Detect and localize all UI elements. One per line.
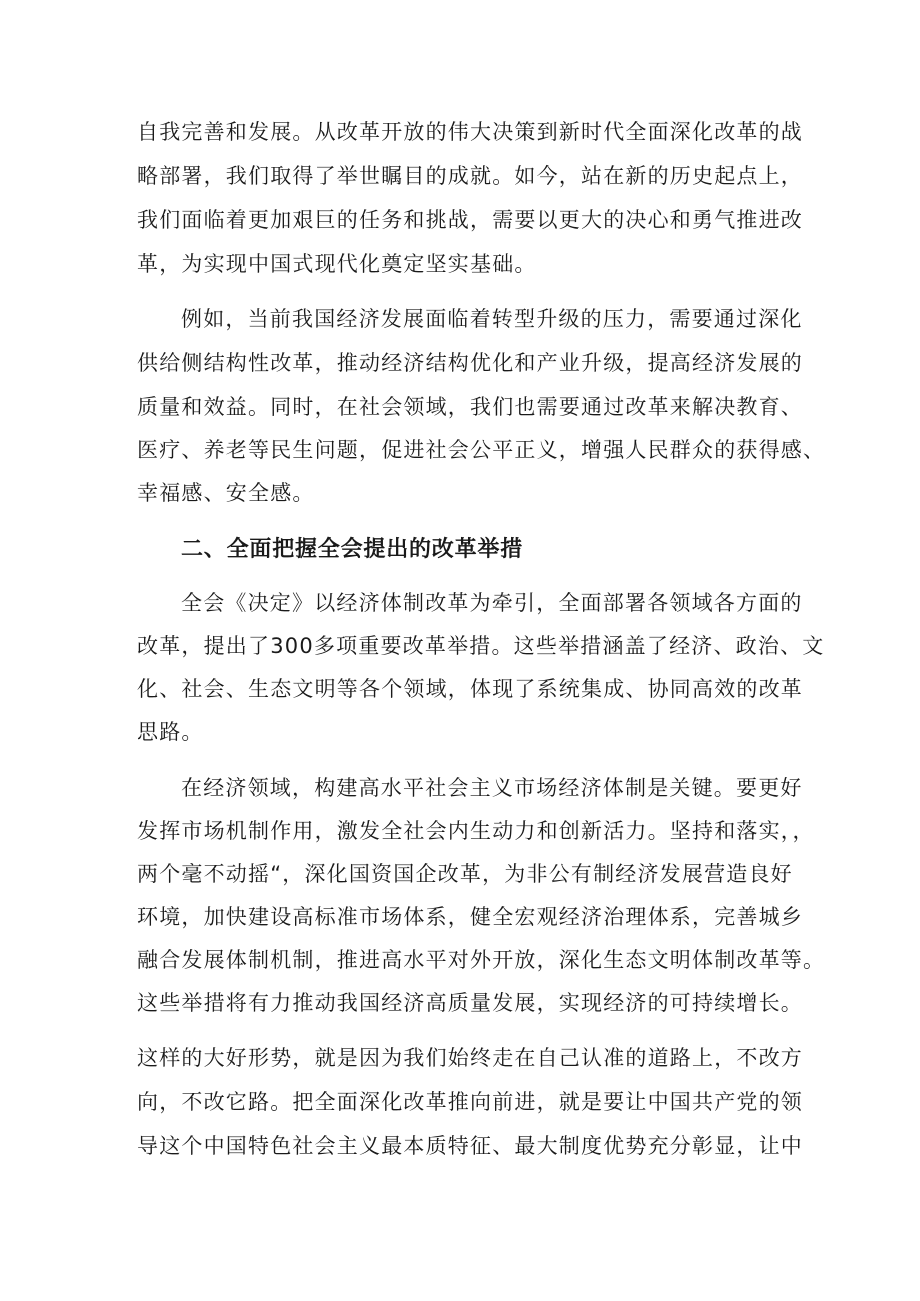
paragraph-1-line-1: 自我完善和发展。从改革开放的伟大决策到新时代全面深化改革的战 bbox=[137, 120, 803, 144]
paragraph-5-line-1: 这样的大好形势，就是因为我们始终走在自己认准的道路上，不改方 bbox=[137, 1046, 803, 1070]
paragraph-2-line-5: 幸福感、安全感。 bbox=[137, 481, 315, 505]
paragraph-2-line-2: 供给侧结构性改革，推动经济结构优化和产业升级，提高经济发展的 bbox=[137, 351, 803, 375]
paragraph-2-line-4: 医疗、养老等民生问题，促进社会公平正义，增强人民群众的获得感、 bbox=[137, 438, 826, 462]
paragraph-4-line-4: 环境，加快建设高标准市场体系，健全宏观经济治理体系，完善城乡 bbox=[137, 905, 803, 929]
paragraph-3-line-2: 改革，提出了300多项重要改革举措。这些举措涵盖了经济、政治、文 bbox=[137, 634, 825, 658]
paragraph-4-line-3: 两个毫不动摇“，深化国资国企改革，为非公有制经济发展营造良好 bbox=[137, 862, 793, 886]
paragraph-4-line-1: 在经济领域，构建高水平社会主义市场经济体制是关键。要更好 bbox=[181, 776, 803, 800]
paragraph-3-line-4: 思路。 bbox=[137, 720, 204, 744]
paragraph-4-line-5: 融合发展体制机制，推进高水平对外开放，深化生态文明体制改革等。 bbox=[137, 948, 826, 972]
paragraph-3-line-3: 化、社会、生态文明等各个领域，体现了系统集成、协同高效的改革 bbox=[137, 677, 803, 701]
paragraph-3-line-1: 全会《决定》以经济体制改革为牵引，全面部署各领域各方面的 bbox=[181, 591, 803, 615]
paragraph-2-line-3: 质量和效益。同时，在社会领域，我们也需要通过改革来解决教育、 bbox=[137, 395, 803, 419]
paragraph-4-line-2: 发挥市场机制作用，激发全社会内生动力和创新活力。坚持和落实，， bbox=[137, 819, 815, 843]
paragraph-1-line-3: 我们面临着更加艰巨的任务和挑战，需要以更大的决心和勇气推进改 bbox=[137, 208, 803, 232]
paragraph-2-line-1: 例如，当前我国经济发展面临着转型升级的压力，需要通过深化 bbox=[181, 307, 803, 331]
section-heading: 二、全面把握全会提出的改革举措 bbox=[181, 537, 524, 562]
paragraph-5-line-3: 导这个中国特色社会主义最本质特征、最大制度优势充分彰显，让中 bbox=[137, 1134, 803, 1158]
paragraph-5-line-2: 向，不改它路。把全面深化改革推向前进，就是要让中国共产党的领 bbox=[137, 1090, 803, 1114]
paragraph-1-line-2: 略部署，我们取得了举世瞩目的成就。如今，站在新的历史起点上， bbox=[137, 164, 803, 188]
paragraph-4-line-6: 这些举措将有力推动我国经济高质量发展，实现经济的可持续增长。 bbox=[137, 991, 803, 1015]
paragraph-1-line-4: 革，为实现中国式现代化奠定坚实基础。 bbox=[137, 252, 537, 276]
